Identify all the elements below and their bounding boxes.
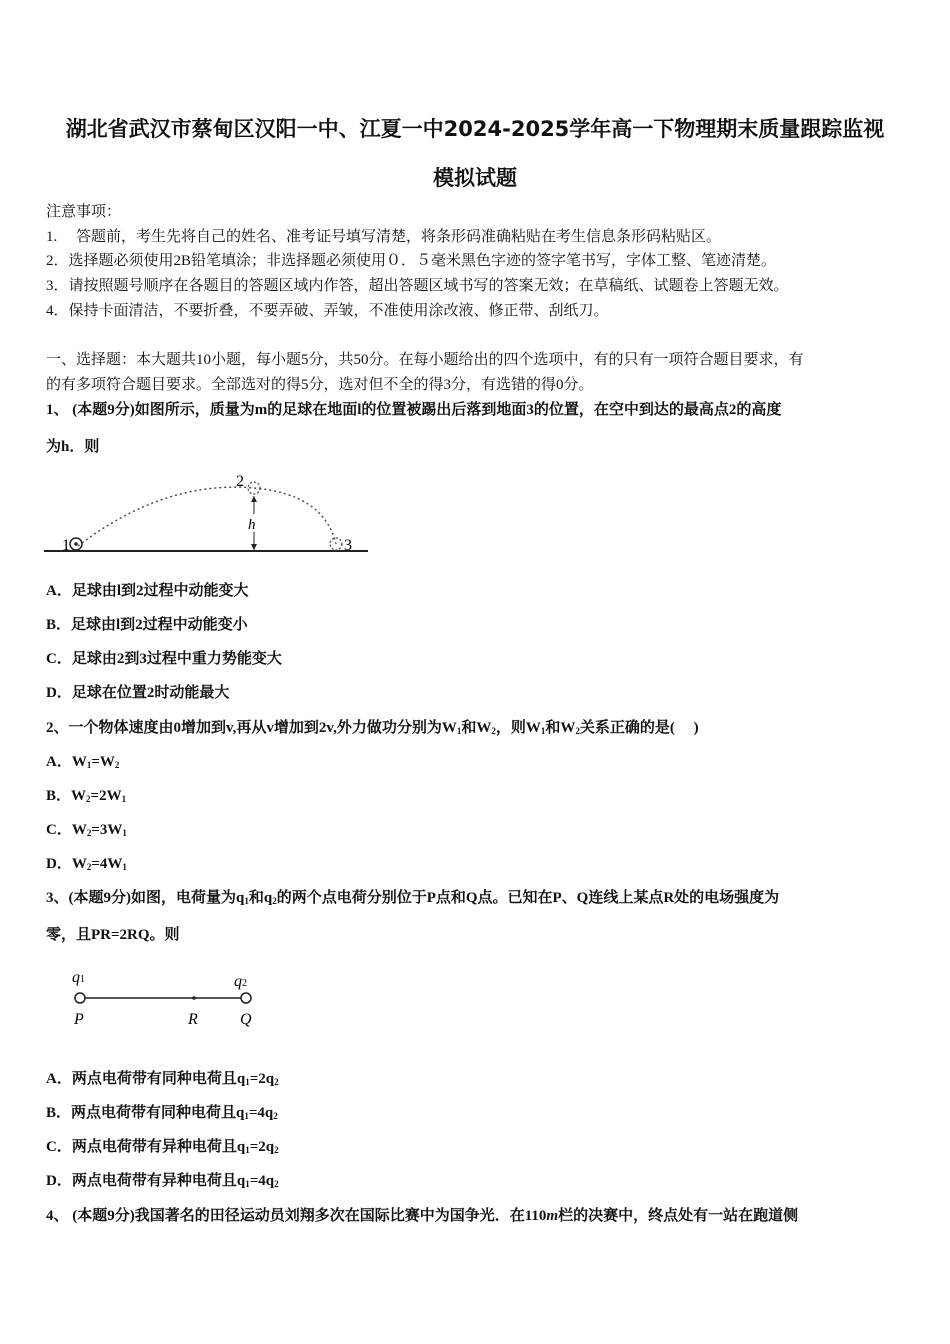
position-1-label: 1 xyxy=(62,537,70,554)
question-1-stem-cont: 为h．则 xyxy=(46,439,100,455)
question-3-option-d: D．两点电荷带有异种电荷且$q_1=4q_2$ xyxy=(46,1173,279,1189)
question-1-option-b: B．足球由l到2过程中动能变小 xyxy=(46,617,248,633)
notes-header: 注意事项： xyxy=(46,204,122,220)
svg-text:q1: q1 xyxy=(72,969,85,986)
section-intro-cont: 的有多项符合题目要求。全部选对的得5分，选对但不全的得3分，有选错的得0分。 xyxy=(46,377,594,393)
section-intro: 一、选择题：本大题共10小题，每小题5分，共50分。在每小题给出的四个选项中，有的只有一项符合题目要求，有 xyxy=(46,352,804,368)
question-2-stem: 2、一个物体速度由0增加到v,再从v增加到2v,外力做功分别为$W_1$和$W_2$，则$W_1$和$W_2$关系正确的是( ) xyxy=(46,720,699,736)
svg-text:q2: q2 xyxy=(234,973,247,990)
question-3-stem: 3、(本题9分)如图，电荷量为$q_1$和$q_2$的两个点电荷分别位于P点和Q点。已知在P、Q连线上某点R处的电场强度为 xyxy=(46,890,780,906)
note-item: 2．选择题必须使用2B铅笔填涂；非选择题必须使用０．５毫米黑色字迹的签字笔书写，字体工整、笔迹清楚。 xyxy=(46,253,777,269)
question-3-option-b: B．两点电荷带有同种电荷且$q_1=4q_2$ xyxy=(46,1105,278,1121)
charge-q1-label: q xyxy=(72,969,80,986)
question-2-option-c: C．$W_2=3W_1$ xyxy=(46,822,127,838)
height-label: h xyxy=(248,517,256,533)
document-title-line2: 模拟试题 xyxy=(433,166,517,190)
note-item: 3．请按照题号顺序在各题目的答题区域内作答，超出答题区域书写的答案无效；在草稿纸、试题卷上答题无效。 xyxy=(46,278,789,294)
point-q-label: Q xyxy=(240,1011,252,1028)
charge-q2-label: q xyxy=(234,973,242,990)
question-3-stem-cont: 零，且PR=2RQ。则 xyxy=(46,927,180,943)
question-1-stem: 1、 (本题9分)如图所示，质量为m的足球在地面l的位置被踢出后落到地面3的位置，在空中到达的最高点2的高度 xyxy=(46,402,782,418)
question-3-option-c: C．两点电荷带有异种电荷且$q_1=2q_2$ xyxy=(46,1139,279,1155)
position-2-label: 2 xyxy=(236,473,244,490)
position-3-label: 3 xyxy=(344,537,352,554)
question-2-option-b: B．$W_2=2W_1$ xyxy=(46,788,127,804)
point-charges-figure xyxy=(66,966,266,1036)
football-trajectory-figure xyxy=(44,466,370,558)
document-title-line1: 湖北省武汉市蔡甸区汉阳一中、江夏一中2024-2025学年高一下物理期末质量跟踪监视 xyxy=(65,117,885,141)
question-3-option-a: A．两点电荷带有同种电荷且$q_1=2q_2$ xyxy=(46,1071,279,1087)
question-1-option-a: A．足球由l到2过程中动能变大 xyxy=(46,583,249,599)
note-item: 4．保持卡面清洁，不要折叠，不要弄破、弄皱，不准使用涂改液、修正带、刮纸刀。 xyxy=(46,303,609,319)
point-r-label: R xyxy=(188,1011,198,1028)
question-2-option-d: D．$W_2=4W_1$ xyxy=(46,856,127,872)
question-1-option-d: D．足球在位置2时动能最大 xyxy=(46,685,230,701)
question-4-stem: 4、 (本题9分)我国著名的田径运动员刘翔多次在国际比赛中为国争光．在110m栏的决赛中，终点处有一站在跑道侧 xyxy=(46,1208,799,1224)
point-p-label: P xyxy=(74,1011,84,1028)
question-2-option-a: A．$W_1=W_2$ xyxy=(46,754,120,770)
question-1-option-c: C．足球由2到3过程中重力势能变大 xyxy=(46,651,282,667)
note-item: 1. 答题前，考生先将自己的姓名、准考证号填写清楚，将条形码准确粘贴在考生信息条形码粘贴区。 xyxy=(46,229,722,245)
